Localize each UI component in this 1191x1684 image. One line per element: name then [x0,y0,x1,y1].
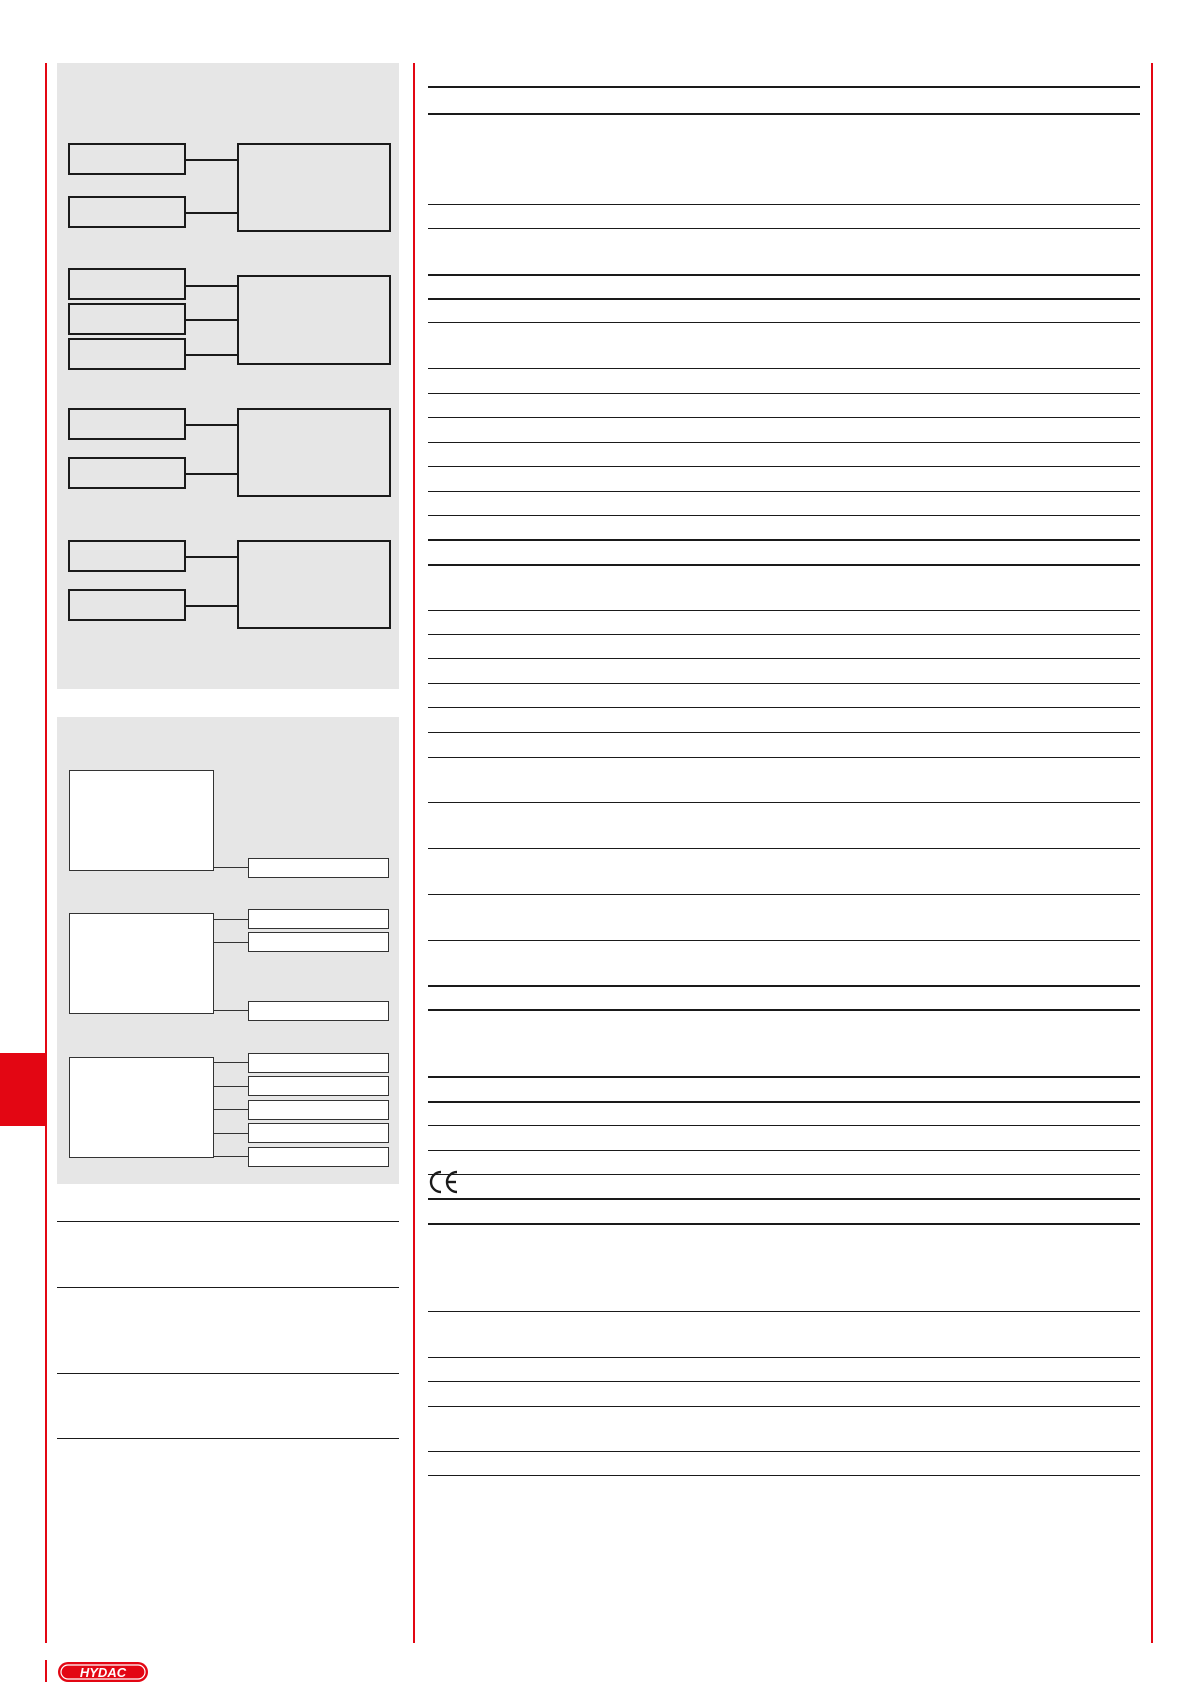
diagram-connector [186,354,237,356]
diagram-input-box [68,457,186,489]
diagram-connector [186,556,237,558]
diagram-input-box [68,268,186,300]
spec-table-rule [428,515,1140,516]
diagram-connector [214,867,248,868]
diagram-output-box [248,932,389,952]
diagram-connector [214,1156,248,1157]
spec-table-rule [428,1475,1140,1476]
spec-table-rule [428,732,1140,733]
spec-table-rule [428,707,1140,708]
spec-table-rule [428,228,1140,229]
diagram-output-box [248,909,389,929]
diagram-output-box [248,1001,389,1021]
footer-logo-bar [45,1660,47,1682]
spec-table-rule [428,940,1140,941]
spec-table-rule [428,393,1140,394]
spec-table-rule [428,634,1140,635]
spec-table-rule [428,985,1140,987]
spec-table-rule [428,1125,1140,1126]
spec-table-rule [428,274,1140,276]
left-table-rule [57,1438,399,1439]
spec-table-rule [428,1311,1140,1312]
left-margin-rule [45,63,47,1643]
spec-table-rule [428,442,1140,443]
spec-table-rule [428,802,1140,803]
connection-diagram-panel-bottom [57,717,399,1184]
spec-table-rule [428,417,1140,418]
spec-table-rule [428,1381,1140,1382]
spec-table-rule [428,1174,1140,1175]
ce-mark-icon [428,1168,460,1196]
diagram-unit-box [237,408,391,497]
spec-table-rule [428,368,1140,369]
spec-table-rule [428,564,1140,566]
spec-table-rule [428,658,1140,659]
diagram-connector [186,605,237,607]
diagram-input-box [68,589,186,621]
spec-table-rule [428,683,1140,684]
spec-table-rule [428,1357,1140,1358]
diagram-input-box [68,338,186,370]
diagram-device-box [69,1057,214,1158]
left-table-rule [57,1373,399,1374]
diagram-output-box [248,1147,389,1167]
diagram-connector [186,285,237,287]
connection-diagram-panel-top [57,63,399,689]
diagram-unit-box [237,143,391,232]
diagram-output-box [248,858,389,878]
spec-table-rule [428,491,1140,492]
diagram-connector [214,942,248,943]
diagram-device-box [69,913,214,1014]
spec-table-rule [428,298,1140,300]
diagram-output-box [248,1100,389,1120]
diagram-connector [186,473,237,475]
diagram-connector [214,1010,248,1011]
spec-table-rule [428,1198,1140,1200]
diagram-input-box [68,303,186,335]
spec-table-rule [428,1009,1140,1011]
diagram-connector [214,1109,248,1110]
spec-table-rule [428,1101,1140,1103]
diagram-input-box [68,540,186,572]
diagram-connector [214,1062,248,1063]
diagram-unit-box [237,275,391,365]
spec-table-rule [428,466,1140,467]
diagram-input-box [68,196,186,228]
diagram-output-box [248,1123,389,1143]
diagram-input-box [68,143,186,175]
spec-table-rule [428,1150,1140,1151]
spec-table-rule [428,1223,1140,1225]
hydac-logo [57,1661,149,1683]
spec-table-rule [428,113,1140,115]
spec-table-rule [428,894,1140,895]
spec-table-rule [428,757,1140,758]
left-table-rule [57,1221,399,1222]
spec-table-rule [428,1451,1140,1452]
diagram-unit-box [237,540,391,629]
left-table-rule [57,1287,399,1288]
spec-table-rule [428,539,1140,541]
diagram-output-box [248,1076,389,1096]
spec-table-rule [428,610,1140,611]
diagram-device-box [69,770,214,871]
diagram-connector [186,212,237,214]
svg-text:HYDAC: HYDAC [79,1665,127,1680]
right-margin-rule [1151,63,1153,1643]
spec-table-rule [428,204,1140,205]
spec-table-rule [428,1406,1140,1407]
diagram-output-box [248,1053,389,1073]
diagram-input-box [68,408,186,440]
spec-table-rule [428,86,1140,88]
diagram-connector [186,159,237,161]
section-tab-marker [0,1053,47,1126]
diagram-connector [214,919,248,920]
diagram-connector [186,424,237,426]
spec-table-rule [428,1076,1140,1078]
column-divider-rule [413,63,415,1643]
spec-table-rule [428,322,1140,323]
spec-table-rule [428,848,1140,849]
diagram-connector [214,1133,248,1134]
diagram-connector [214,1086,248,1087]
diagram-connector [186,319,237,321]
